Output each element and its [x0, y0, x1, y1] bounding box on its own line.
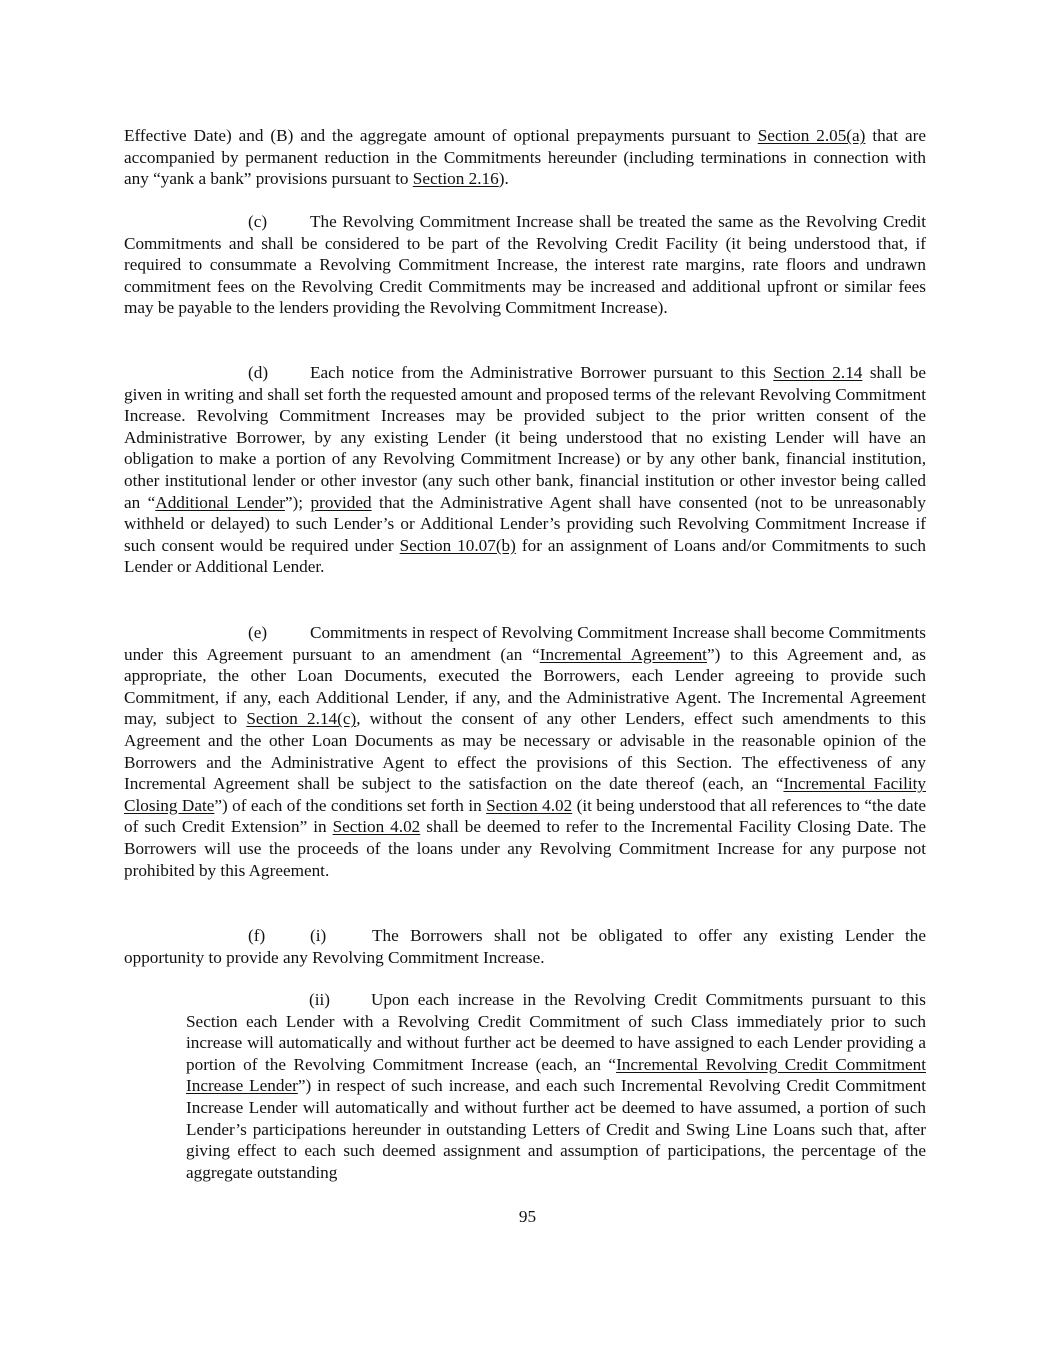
paragraph-label: (f) [248, 926, 266, 945]
paragraph-label: (d) [248, 363, 269, 382]
section-ref: Section 2.16 [412, 169, 499, 189]
text: , without the consent of any other Lenders, effect such amendments to this Agreement and the other Loan Documents as may be necessary or advisable in the reasonable opinion of the Borrowers and the Administrative Agent to effect the provisions of this Section. The effectiveness of any Incremental Agreement shall be subject to the satisfaction on the date thereof (each, an “ [124, 709, 926, 794]
text: for an assignment of Loans and/or Commitments to such Lender or Additional Lender. [124, 535, 927, 577]
text: Upon each increase in the Revolving Credit Commitments pursuant to this Section each Lender with a Revolving Credit Commitment of such Class immediately prior to such increase will automatically and without further act be deemed to have assigned to each Lender providing a portion of the Revolving Commitment Increase (each, an “ [186, 990, 926, 1074]
section-ref: Section 2.14 [773, 363, 863, 382]
section-ref: Section 2.14(c) [246, 709, 357, 729]
section-ref: Section 4.02 [486, 795, 573, 815]
defined-term: Incremental Agreement [539, 644, 707, 664]
section-ref: Section 2.05(a) [757, 126, 866, 145]
text: ). [498, 169, 509, 189]
paragraph-e [124, 622, 926, 881]
paragraph-label: (c) [248, 212, 268, 231]
text: Commitments in respect of Revolving Commitment Increase shall become Commitments under this Agreement pursuant to an amendment (an “ [124, 623, 926, 664]
text: shall be deemed to refer to the Incremental Facility Closing Date. The Borrowers will use the proceeds of the loans under any Revolving Commitment Increase for any purpose not prohibited by this Agreement. [124, 817, 926, 880]
text: (it being understood that all references to “the date of such Credit Extension” in [124, 795, 926, 837]
paragraph-label: (e) [248, 623, 268, 642]
paragraph-d [124, 362, 926, 578]
subparagraph-label: (ii) [309, 990, 330, 1009]
text: ”) in respect of such increase, and each such Incremental Revolving Credit Commitment Increase Lender will automatically and without further act be deemed to have assumed, a portion of such Lender’s participations hereunder in outstanding Letters of Credit and Swing Line Loans such that, after giving effect to each such deemed assignment and assumption of participations, the percentage of the aggregate outstanding [186, 1076, 926, 1182]
paragraph-f-ii [186, 989, 926, 1183]
text: that the Administrative Agent shall have consented (not to be unreasonably withheld or delayed) to such Lender’s or Additional Lender’s providing such Revolving Commitment Increase if such consent would be required under [124, 492, 926, 555]
text: Effective Date) and (B) and the aggregate amount of optional prepayments pursuant to [124, 126, 758, 145]
defined-term: Incremental Facility Closing Date [124, 774, 926, 815]
text: that are accompanied by permanent reduction in the Commitments hereunder (including terminations in connection with any “yank a bank” provisions pursuant to [124, 126, 926, 189]
paragraph-f-i [124, 925, 926, 968]
section-ref: Section 4.02 [332, 817, 421, 837]
paragraph-b-continued [124, 125, 926, 190]
text: shall be given in writing and shall set forth the requested amount and proposed terms of the relevant Revolving Commitment Increase. Revolving Commitment Increases may be provided subject to the prior written consent of the Administrative Borrower, by any existing Lender (it being understood that no existing Lender will have an obligation to make a portion of any Revolving Commitment Increase) or by any other bank, financial institution, other institutional lender or other investor (any such other bank, financial institution or other investor being called an “ [124, 363, 926, 512]
text: The Borrowers shall not be obligated to offer any existing Lender the opportunity to provide any Revolving Commitment Increase. [124, 926, 926, 967]
text: The Revolving Commitment Increase shall be treated the same as the Revolving Credit Commitments and shall be considered to be part of the Revolving Credit Facility (it being understood that, if required to consummate a Revolving Commitment Increase, the interest rate margins, rate floors and undrawn commitment fees on the Revolving Credit Commitments may be increased and additional upfront or similar fees may be payable to the lenders providing the Revolving Commitment Increase). [124, 212, 926, 318]
subparagraph-label: (i) [310, 926, 327, 945]
text: ”) to this Agreement and, as appropriate, the other Loan Documents, executed the Borrowers, each Lender agreeing to provide such Commitment, if any, each Additional Lender, if any, and the Administrative Agent. The Incremental Agreement may, subject to [124, 644, 926, 729]
text: Each notice from the Administrative Borrower pursuant to this [310, 363, 774, 382]
page-number: 95 [518, 1207, 537, 1226]
defined-term: Additional Lender [155, 492, 285, 512]
defined-term: provided [310, 492, 372, 512]
text: ”); [284, 492, 311, 512]
text: ”) of each of the conditions set forth in [214, 795, 487, 815]
defined-term: Incremental Revolving Credit Commitment Increase Lender [186, 1054, 926, 1096]
section-ref: Section 10.07(b) [399, 535, 516, 555]
paragraph-c [124, 211, 926, 319]
